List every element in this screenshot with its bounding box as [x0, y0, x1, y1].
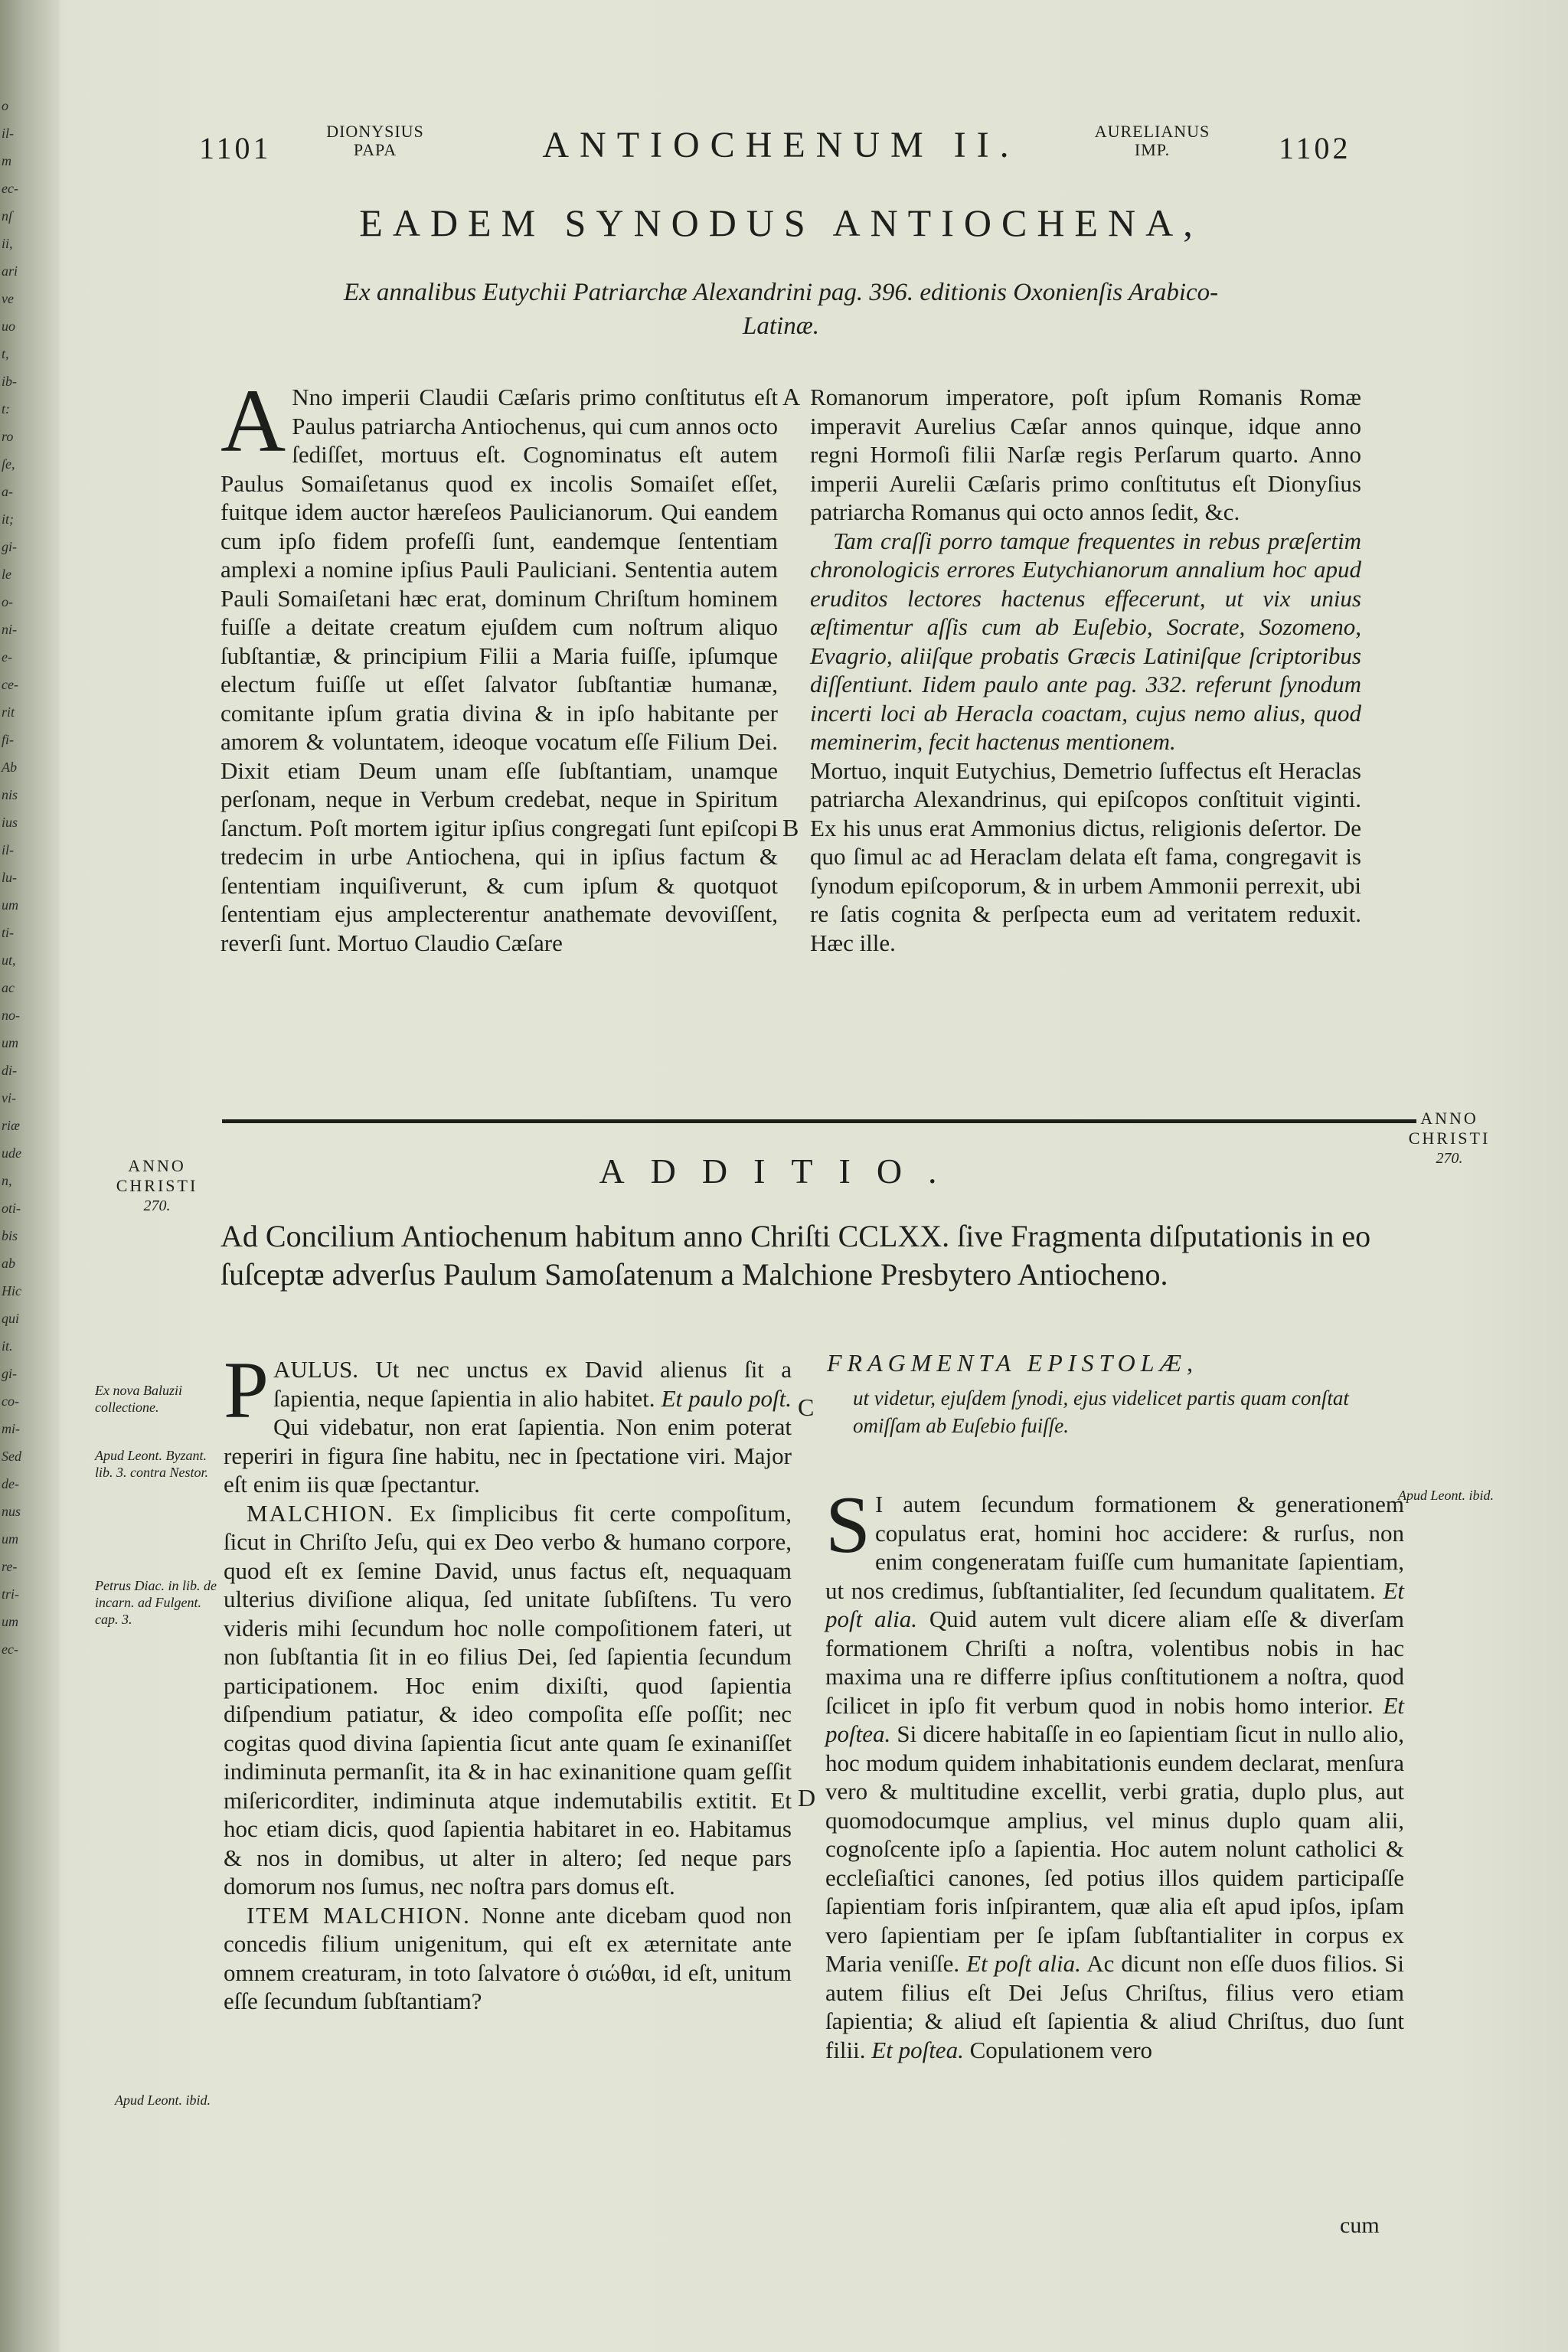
anno-christi-right	[1384, 1109, 1514, 1168]
gutter-fragment: oti-	[2, 1200, 21, 1216]
gutter-fragment: t,	[2, 346, 9, 361]
gutter-fragment: ac	[2, 980, 15, 995]
gutter-fragment: o-	[2, 594, 13, 609]
gutter-fragment: co-	[2, 1393, 19, 1409]
column-marker-b: B	[782, 814, 799, 841]
gutter-fragment: fi-	[2, 732, 14, 747]
gutter-fragment: ro	[2, 429, 14, 444]
catchword: cum	[1340, 2213, 1380, 2238]
gutter-fragment: riæ	[2, 1118, 21, 1133]
gutter-fragment: nus	[2, 1504, 21, 1519]
gutter-fragment: re-	[2, 1559, 18, 1574]
additio-left-column	[224, 1345, 792, 2016]
page-number-right: 1102	[1279, 131, 1351, 165]
fragmenta-column	[825, 1480, 1405, 2064]
header-title: ANTIOCHENUM II.	[542, 125, 1020, 165]
gutter-fragment: e-	[2, 649, 12, 665]
paulus-text-2: Qui videbatur, non erat ſapientia. Non enim poterat reperiri in figura ſine habitu, nec in ſpectatione viri. Major eſt enim iis quæ ſpectantur.	[224, 1413, 792, 1498]
fragmenta-note-2: Et poſtea.	[825, 1691, 1404, 1747]
drop-cap: A	[220, 371, 286, 471]
gutter-fragment: um	[2, 1531, 18, 1547]
gutter-text	[2, 92, 32, 1663]
gutter-fragment: ni-	[2, 622, 17, 637]
synod-right-text-2: Mortuo, inquit Eutychius, Demetrio ſuffectus eſt Heraclas patriarcha Alexandrinus, qui epiſcopos conſtituit viginti. Ex his unus erat Ammonius dictus, religionis deſertor. De quo ſimul ac ad Heraclam delata eſt fama, congregavit is ſynodum epiſcoporum, & in urbem Ammonii perrexit, ubi re ſatis cognita & perſpecta eum ad veritatem reduxit. Hæc ille.	[810, 756, 1361, 956]
column-marker-a: A	[782, 383, 801, 410]
gutter-fragment: uo	[2, 318, 15, 334]
margin-note-leontius: Apud Leont. Byzant. lib. 3. contra Nestor.	[95, 1448, 209, 1480]
anno-label: ANNO	[128, 1156, 186, 1175]
gutter-fragment: ti-	[2, 925, 14, 940]
gutter-fragment: t:	[2, 401, 10, 416]
gutter-fragment: gi-	[2, 1366, 17, 1381]
section-subtitle: Ex annalibus Eutychii Patriarchæ Alexandrini pag. 396. editionis Oxonienſis Arabico-Latinæ.	[343, 279, 1219, 340]
gutter-fragment: gi-	[2, 539, 17, 554]
gutter-fragment: nſ	[2, 208, 13, 224]
fragmenta-text-3: Si dicere habitaſſe in eo ſapientiam ſicut in nullo alio, hoc modum quidem inhabitationis eundem declarat, menſura vero & multitudine excellit, verbi gratia, duplo plus, aut quomodocumque amplius, vel minus duplo quam alii, cognoſcente ipſo a ſapientia. Hoc autem nolunt catholici & eccleſiaſtici canones, ſed potius illos quidem participaſſe ſapientiam foris inſpirantem, quæ alia eſt apud ipſos, ipſam vero ſapientiam per ſe ipſam ſubſtantialiter in corpus ex Maria veniſſe.	[825, 1720, 1404, 1977]
gutter-fragment: ude	[2, 1145, 21, 1161]
column-marker-c: C	[798, 1393, 815, 1421]
item-malchion-label: ITEM MALCHION.	[247, 1901, 471, 1929]
gutter-fragment: ib-	[2, 374, 17, 389]
fragmenta-text-4: Ac dicunt non eſſe duos filios. Si autem filius eſt Dei Jeſus Chriſtus, filius vero etiam ſapientia; & aliud eſt ſapientia & aliud Chriſtus, duo ſunt filii.	[825, 1950, 1405, 2063]
gutter-fragment: ce-	[2, 677, 18, 692]
christi-label: CHRISTI	[116, 1176, 198, 1195]
gutter-fragment: m	[2, 153, 11, 168]
gutter-fragment: ab	[2, 1256, 15, 1271]
gutter-fragment: bis	[2, 1228, 18, 1243]
gutter-fragment: n,	[2, 1173, 12, 1188]
additio-subtitle: Ad Concilium Antiochenum habitum anno Chriſti CCLXX. ſive Fragmenta diſputationis in eo ſuſceptæ adverſus Paulum Samoſatenum a Malchione Presbytero Antiocheno.	[220, 1219, 1371, 1292]
drop-cap: S	[825, 1480, 871, 1570]
running-header	[199, 115, 1363, 176]
drop-cap: P	[224, 1345, 269, 1435]
gutter-fragment: ſe,	[2, 456, 15, 472]
additio-title: ADDITIO.	[599, 1152, 963, 1191]
margin-note-baluze: Ex nova Baluzii collectione.	[95, 1383, 182, 1415]
anno-christi-left	[92, 1156, 222, 1216]
fragmenta-text-1: I autem ſecundum formationem & generationem copulatus erat, homini hoc accidere: & rurſus, non enim congeneratam fuiſſe cum humanitate ſapientiam, ut nos credimus, ſubſtantialiter, ſed ſecundum qualitatem.	[825, 1491, 1404, 1604]
fragmenta-text-2: Quid autem vult dicere aliam eſſe & diverſam formationem Chriſti a noſtra, volentibus nobis in hac maxima una re differre ipſius conſtitutionem a noſtra, quod ſcilicet in ipſo fit verbum quod in nobis homo interior.	[825, 1606, 1405, 1719]
gutter-fragment: nis	[2, 787, 18, 802]
page-number-left: 1101	[199, 131, 272, 165]
section-divider	[222, 1119, 1416, 1123]
anno-year: 270.	[1436, 1150, 1463, 1167]
gutter-fragment: ii,	[2, 236, 13, 251]
section-title: EADEM SYNODUS ANTIOCHENA,	[359, 201, 1203, 244]
fragmenta-title: FRAGMENTA EPISTOLÆ,	[827, 1349, 1199, 1377]
column-marker-d: D	[798, 1784, 816, 1811]
fragmenta-note-4: Et poſtea.	[871, 2036, 964, 2063]
gutter-fragment: ec-	[2, 1642, 18, 1657]
anno-label: ANNO	[1420, 1109, 1478, 1128]
gutter-fragment: ius	[2, 815, 18, 830]
gutter-fragment: ve	[2, 291, 14, 306]
synod-editor-note: Tam craſſi porro tamque frequentes in rebus præſertim chronologicis errores Eutychianorum annalium hoc apud eruditos lectores hactenus effecerunt, ut vix unius æſtimentur aſſis cum ab Euſebio, Socrate, Sozomeno, Evagrio, aliiſque probatis Græcis Latiniſque ſcriptoribus diſſentiunt. Iidem paulo ante pag. 332. referunt ſynodum incerti loci ab Heracla coactam, cujus nemo alius, quod meminerim, fecit hactenus mentionem.	[810, 527, 1361, 755]
header-emperor-title: IMP.	[1134, 140, 1171, 159]
gutter-fragment: um	[2, 897, 18, 913]
gutter-fragment: il-	[2, 842, 14, 858]
margin-note-petrus: Petrus Diac. in lib. de incarn. ad Fulgent. cap. 3.	[95, 1578, 217, 1627]
item-malchion-text: Nonne ante dicebam quod non concedis filium unigenitum, qui eſt ex æternitate ante omnem creaturam, in toto ſalvatore ὁ σιώθαι, id eſt, unitum eſſe ſecundum ſubſtantiam?	[224, 1901, 792, 2014]
gutter-fragment: tri-	[2, 1586, 20, 1602]
gutter-fragment: vi-	[2, 1090, 16, 1106]
malchion-label: MALCHION.	[247, 1499, 394, 1527]
gutter-fragment: um	[2, 1614, 18, 1629]
gutter-fragment: lu-	[2, 870, 17, 885]
gutter-fragment: it;	[2, 511, 14, 527]
synod-left-column	[220, 371, 778, 957]
fragmenta-note-3: Et poſt alia.	[966, 1950, 1081, 1977]
gutter-fragment: de-	[2, 1476, 19, 1491]
malchion-text: Ex ſimplicibus fit certe compoſitum, ſicut in Chriſto Jeſu, qui ex Deo verbo & humano corpore, quod eſt ex ſemine David, unus factus eſt, nequaquam ulterius diviſione aliqua, ſed unitate ſubſiſtens. Tu vero videris mihi ſecundum hoc nolle compoſitionem fateri, ut non ſubſtantia ſit in eo filius Dei, ſed ſapientia ſecundum participationem. Hoc enim dixiſti, quod ſapientia diſpendium patiatur, & ideo compoſita eſſe poſſit; nec cogitas quod divina ſapientia ſicut ante quam ſe exinaniſſet indiminuta permanſit, ita & in hac exinanitione quam geſſit miſericorditer, indiminuta atque indemutabilis extitit. Et hoc etiam dicis, quod ſapientia habitaret in eo. Habitamus & nos in domibus, ut alter in altero; ſed neque pars domorum nos ſumus, nec noſtra pars domus eſt.	[224, 1499, 792, 1900]
header-emperor	[1087, 122, 1217, 159]
fragmenta-text-5: Copulationem vero	[969, 2036, 1153, 2063]
facing-page-gutter	[0, 0, 60, 2352]
paulus-note: Et paulo poſt.	[661, 1384, 792, 1412]
gutter-fragment: o	[2, 98, 8, 113]
fragmenta-note-1: Et poſt alia.	[825, 1576, 1405, 1632]
margin-note-leontius-ibid-right: Apud Leont. ibid.	[1398, 1488, 1494, 1503]
fragmenta-subtitle: ut videtur, ejuſdem ſynodi, ejus videlicet partis quam conſtat omiſſam ab Euſebio fuiſſe.	[853, 1387, 1349, 1437]
gutter-fragment: it.	[2, 1338, 13, 1354]
gutter-fragment: no-	[2, 1008, 20, 1023]
gutter-fragment: ut,	[2, 952, 16, 968]
header-emperor-name: AURELIANUS	[1094, 122, 1210, 141]
gutter-fragment: mi-	[2, 1421, 20, 1436]
header-pope	[322, 122, 429, 159]
gutter-fragment: il-	[2, 126, 14, 141]
gutter-fragment: Hic	[2, 1283, 21, 1298]
header-pope-name: DIONYSIUS	[326, 122, 424, 141]
gutter-fragment: um	[2, 1035, 18, 1050]
paulus-text: AULUS. Ut nec unctus ex David alienus ſit a ſapientia, neque ſapientia in alio habitet.	[273, 1356, 792, 1412]
anno-year: 270.	[143, 1197, 171, 1214]
gutter-fragment: ec-	[2, 181, 18, 196]
margin-note-leontius-ibid: Apud Leont. ibid.	[115, 2092, 211, 2108]
gutter-fragment: di-	[2, 1063, 17, 1078]
synod-right-text-1: Romanorum imperatore, poſt ipſum Romanis Romæ imperavit Aurelius Cæſar annos quinque, idque anno regni Hormoſi filii Narſæ regis Perſarum quarto. Anno imperii Aurelii Cæſaris primo conſtitutus eſt Dionyſius patriarcha Romanus qui octo annos ſedit, &c.	[810, 384, 1361, 525]
header-pope-title: PAPA	[353, 140, 397, 159]
christi-label: CHRISTI	[1408, 1129, 1491, 1148]
gutter-fragment: qui	[2, 1311, 20, 1326]
gutter-fragment: Ab	[2, 760, 17, 775]
synod-right-column	[810, 383, 1361, 957]
gutter-fragment: le	[2, 567, 11, 582]
gutter-fragment: Sed	[2, 1449, 21, 1464]
synod-left-text: Nno imperii Claudii Cæſaris primo conſtitutus eſt Paulus patriarcha Antiochenus, qui cum annos octo ſediſſet, mortuus eſt. Cognominatus eſt autem Paulus Somaiſetanus quod ex incolis Somaiſet eſſet, fuitque idem auctor hæreſeos Paulicianorum. Qui eandem cum ipſo fidem profeſſi ſunt, eandemque ſententiam amplexi a nomine ipſius Pauli Pauliciani. Sententia autem Pauli Somaiſetani hæc erat, dominum Chriſtum hominem fuiſſe a deitate creatum ejuſdem cum noſtrum aliquo ſubſtantiæ, & principium Filii a Maria fuiſſe, ipſumque electum fuiſſe ut eſſet ſalvator ſubſtantiæ humanæ, comitante ipſum gratia divina & in ipſo habitante per amorem & voluntatem, ideoque vocatum eſſe Filium Dei. Dixit etiam Deum unam eſſe ſubſtantiam, unamque perſonam, neque in Verbum credebat, neque in Spiritum ſanctum. Poſt mortem igitur ipſius congregati ſunt epiſcopi tredecim in urbe Antiochena, qui in ipſius factum & ſententiam inquiſiverunt, & cum ipſum & quotquot ſententiam ejus amplecterentur anathemate devoviſſent, reverſi ſunt. Mortuo Claudio Cæſare	[220, 384, 778, 956]
gutter-fragment: rit	[2, 704, 15, 720]
gutter-fragment: ari	[2, 263, 18, 279]
gutter-fragment: a-	[2, 484, 13, 499]
